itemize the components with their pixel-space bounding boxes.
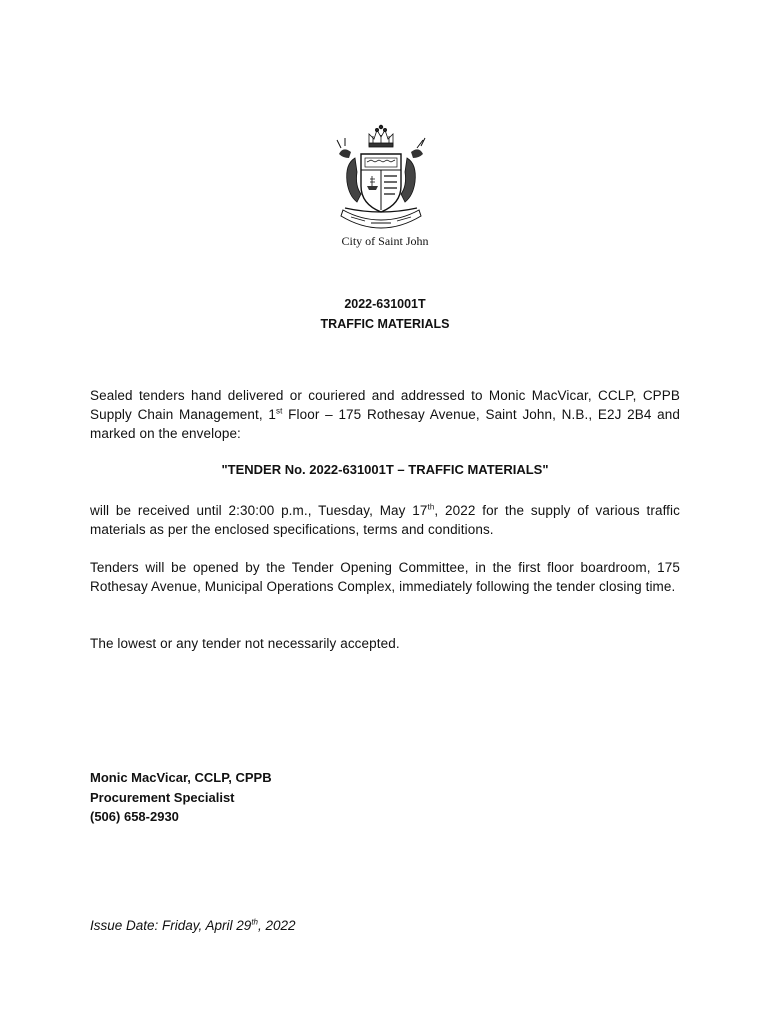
paragraph1-superscript: st — [276, 406, 283, 416]
tender-name: TRAFFIC MATERIALS — [320, 317, 450, 331]
paragraph-opening: Tenders will be opened by the Tender Opening Committee, in the first floor boardroom, 175 Rothesay Avenue, Municipal Operations Complex, immediately following the tender closing time. — [90, 560, 680, 594]
envelope-marking: "TENDER No. 2022-631001T – TRAFFIC MATERIALS" — [221, 462, 549, 477]
paragraph2-part1: will be received until 2:30:00 p.m., Tuesday, May 17 — [90, 503, 428, 518]
issue-date-superscript: th — [251, 917, 258, 927]
paragraph-submission-address — [90, 386, 680, 443]
issue-date-part2: , 2022 — [258, 918, 296, 933]
paragraph-closing-time — [90, 501, 680, 539]
paragraph1-part2: Floor – 175 Rothesay Avenue, Saint John, N.B., E2J 2B4 and marked on the envelope: — [90, 407, 680, 441]
signatory-role: Procurement Specialist — [90, 789, 235, 805]
signature-block — [90, 768, 272, 827]
issue-date-part1: Issue Date: Friday, April 29 — [90, 918, 252, 933]
city-coat-of-arms-icon — [325, 124, 437, 236]
paragraph2-part2: , 2022 for the supply of various traffic materials as per the enclosed specifications, terms and conditions. — [90, 503, 680, 537]
tender-number: 2022-631001T — [344, 297, 426, 311]
paragraph-acceptance: The lowest or any tender not necessarily accepted. — [90, 636, 400, 651]
signatory-name: Monic MacVicar, CCLP, CPPB — [90, 770, 272, 785]
city-name: City of Saint John — [341, 234, 429, 248]
issue-date — [90, 918, 296, 933]
signatory-phone: (506) 658-2930 — [90, 809, 179, 824]
tender-title — [0, 294, 770, 334]
paragraph2-superscript: th — [427, 502, 435, 512]
paragraph1-part1: Sealed tenders hand delivered or couriered and addressed to Monic MacVicar, CCLP, CPPB Supply Chain Management, 1 — [90, 388, 680, 422]
